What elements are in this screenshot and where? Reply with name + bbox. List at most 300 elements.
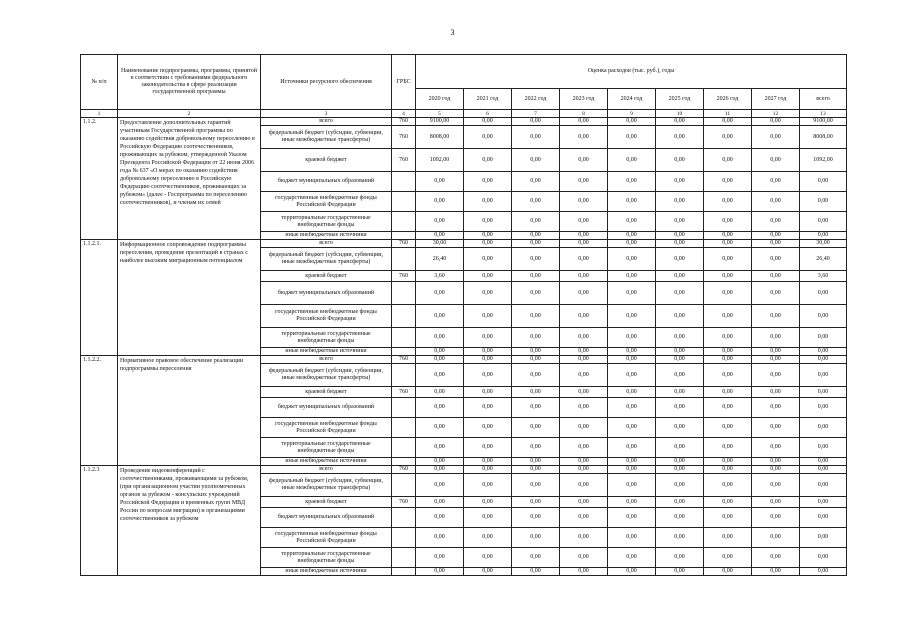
- amount-year: 0,00: [464, 466, 512, 474]
- amount-year: 0,00: [464, 172, 512, 192]
- amount-year: 0,00: [512, 474, 560, 497]
- amount-year: 0,00: [512, 271, 560, 282]
- amount-year: 0,00: [656, 458, 704, 466]
- funding-source: иные внебюджетные источники: [261, 348, 392, 356]
- amount-year: 0,00: [656, 271, 704, 282]
- grbs-code: 760: [392, 356, 416, 364]
- amount-total: 0,00: [800, 348, 847, 356]
- amount-year: 0,00: [464, 508, 512, 528]
- amount-year: 0,00: [752, 118, 800, 126]
- amount-year: 0,00: [560, 271, 608, 282]
- amount-year: 0,00: [416, 497, 464, 508]
- amount-year: 0,00: [752, 474, 800, 497]
- grbs-code: 760: [392, 118, 416, 126]
- amount-year: 0,00: [512, 172, 560, 192]
- amount-year: 0,00: [752, 356, 800, 364]
- amount-year: 0,00: [512, 497, 560, 508]
- amount-year: 0,00: [512, 248, 560, 271]
- funding-source: бюджет муниципальных образований: [261, 282, 392, 305]
- column-number: 6: [464, 110, 512, 118]
- grbs-code: 760: [392, 387, 416, 398]
- amount-year: 0,00: [560, 466, 608, 474]
- amount-year: 0,00: [752, 271, 800, 282]
- funding-source: краевой бюджет: [261, 497, 392, 508]
- header-year: 2022 год: [512, 89, 560, 110]
- amount-year: 0,00: [560, 474, 608, 497]
- amount-year: 0,00: [704, 398, 752, 418]
- column-number: 3: [261, 110, 392, 118]
- amount-total: 0,00: [800, 458, 847, 466]
- header-total: всего: [800, 89, 847, 110]
- amount-total: 30,00: [800, 240, 847, 248]
- funding-source: федеральный бюджет (субсидии, субвенции, иные межбюджетные трансферты): [261, 474, 392, 497]
- item-index: 1.1.2.1.: [81, 240, 118, 356]
- amount-total: 26,40: [800, 248, 847, 271]
- grbs-code: [392, 398, 416, 418]
- amount-year: 0,00: [416, 172, 464, 192]
- funding-source: федеральный бюджет (субсидии, субвенции, иные межбюджетные трансферты): [261, 248, 392, 271]
- amount-year: 0,00: [656, 548, 704, 568]
- amount-year: 0,00: [608, 508, 656, 528]
- amount-year: 0,00: [704, 438, 752, 458]
- amount-total: 0,00: [800, 497, 847, 508]
- amount-year: 0,00: [464, 548, 512, 568]
- table-row: [81, 356, 847, 364]
- amount-year: 0,00: [752, 248, 800, 271]
- amount-year: 0,00: [752, 466, 800, 474]
- amount-year: 0,00: [752, 328, 800, 348]
- amount-year: 0,00: [560, 126, 608, 149]
- table-body: [81, 118, 847, 576]
- funding-source: всего: [261, 466, 392, 474]
- grbs-code: [392, 364, 416, 387]
- amount-total: 0,00: [800, 387, 847, 398]
- amount-year: 0,00: [704, 458, 752, 466]
- amount-year: 0,00: [560, 438, 608, 458]
- funding-source: иные внебюджетные источники: [261, 232, 392, 240]
- amount-year: 0,00: [752, 497, 800, 508]
- amount-year: 0,00: [608, 528, 656, 548]
- amount-year: 0,00: [752, 508, 800, 528]
- grbs-code: 760: [392, 497, 416, 508]
- amount-year: 0,00: [416, 548, 464, 568]
- item-index: 1.1.2.3: [81, 466, 118, 576]
- grbs-code: [392, 548, 416, 568]
- amount-year: 0,00: [512, 118, 560, 126]
- amount-year: 0,00: [752, 528, 800, 548]
- amount-year: 0,00: [704, 282, 752, 305]
- amount-year: 0,00: [608, 497, 656, 508]
- amount-year: 0,00: [560, 364, 608, 387]
- amount-year: 0,00: [464, 398, 512, 418]
- amount-year: 0,00: [704, 418, 752, 438]
- amount-year: 0,00: [752, 149, 800, 172]
- amount-total: 1092,00: [800, 149, 847, 172]
- amount-year: 0,00: [608, 438, 656, 458]
- amount-year: 0,00: [656, 172, 704, 192]
- amount-year: 0,00: [608, 474, 656, 497]
- amount-year: 0,00: [512, 348, 560, 356]
- amount-year: 0,00: [512, 364, 560, 387]
- amount-year: 0,00: [560, 282, 608, 305]
- amount-year: 0,00: [656, 240, 704, 248]
- amount-year: 0,00: [464, 232, 512, 240]
- funding-source: всего: [261, 118, 392, 126]
- item-name: Предоставление дополнительных гарантий участникам Государственной программы по оказанию содействия добровольному переселению в Российскую Федерацию соотечественников, проживающих за рубежом, утвержденной Указом Президента Российской Федерации от 22 июня 2006 года № 637 «О мерах по оказанию содействия добровольному переселению в Российскую Федерацию соотечественников, проживающих за рубежом» (далее - Госпрограмма по переселению соотечественников), и членам их семей: [118, 118, 261, 240]
- amount-year: 0,00: [464, 126, 512, 149]
- amount-year: 0,00: [656, 466, 704, 474]
- amount-year: 0,00: [656, 305, 704, 328]
- budget-table: [80, 54, 847, 576]
- amount-year: 0,00: [608, 398, 656, 418]
- funding-source: бюджет муниципальных образований: [261, 508, 392, 528]
- amount-year: 0,00: [704, 149, 752, 172]
- amount-total: 0,00: [800, 418, 847, 438]
- amount-year: 0,00: [608, 364, 656, 387]
- amount-year: 0,00: [704, 497, 752, 508]
- amount-year: 0,00: [512, 356, 560, 364]
- grbs-code: 760: [392, 240, 416, 248]
- column-number: 1: [81, 110, 118, 118]
- amount-year: 0,00: [416, 192, 464, 212]
- grbs-code: [392, 348, 416, 356]
- amount-year: 0,00: [752, 568, 800, 576]
- amount-year: 0,00: [704, 172, 752, 192]
- amount-year: 0,00: [560, 305, 608, 328]
- amount-year: 0,00: [752, 232, 800, 240]
- amount-year: 0,00: [560, 508, 608, 528]
- amount-year: 0,00: [416, 356, 464, 364]
- amount-total: 0,00: [800, 328, 847, 348]
- amount-year: 3,60: [416, 271, 464, 282]
- funding-source: территориальные государственные внебюджетные фонды: [261, 548, 392, 568]
- amount-year: 0,00: [464, 418, 512, 438]
- amount-year: 0,00: [608, 348, 656, 356]
- amount-year: 0,00: [608, 387, 656, 398]
- amount-year: 0,00: [608, 172, 656, 192]
- amount-total: 8008,00: [800, 126, 847, 149]
- amount-year: 0,00: [512, 568, 560, 576]
- grbs-code: 760: [392, 466, 416, 474]
- header-year: 2027 год: [752, 89, 800, 110]
- amount-year: 0,00: [464, 348, 512, 356]
- amount-year: 0,00: [704, 248, 752, 271]
- amount-year: 0,00: [464, 528, 512, 548]
- amount-year: 0,00: [560, 356, 608, 364]
- amount-year: 0,00: [704, 126, 752, 149]
- amount-year: 0,00: [752, 364, 800, 387]
- amount-year: 0,00: [752, 282, 800, 305]
- amount-total: 0,00: [800, 568, 847, 576]
- amount-year: 0,00: [560, 458, 608, 466]
- amount-year: 0,00: [608, 212, 656, 232]
- grbs-code: [392, 172, 416, 192]
- table-row: [81, 466, 847, 474]
- amount-year: 0,00: [416, 364, 464, 387]
- funding-source: бюджет муниципальных образований: [261, 398, 392, 418]
- funding-source: краевой бюджет: [261, 149, 392, 172]
- amount-year: 0,00: [512, 149, 560, 172]
- amount-year: 0,00: [464, 364, 512, 387]
- column-number: 4: [392, 110, 416, 118]
- amount-year: 0,00: [416, 387, 464, 398]
- column-number: 11: [704, 110, 752, 118]
- amount-year: 0,00: [464, 271, 512, 282]
- amount-year: 0,00: [752, 126, 800, 149]
- amount-year: 0,00: [704, 356, 752, 364]
- amount-total: 0,00: [800, 466, 847, 474]
- amount-total: 0,00: [800, 232, 847, 240]
- amount-year: 0,00: [464, 356, 512, 364]
- amount-year: 0,00: [560, 118, 608, 126]
- amount-year: 0,00: [752, 458, 800, 466]
- grbs-code: [392, 192, 416, 212]
- header-source: Источники ресурсного обеспечения: [261, 55, 392, 110]
- funding-source: иные внебюджетные источники: [261, 458, 392, 466]
- funding-source: государственные внебюджетные фонды Российской Федерации: [261, 528, 392, 548]
- amount-year: 1092,00: [416, 149, 464, 172]
- item-name: Проведение видеоконференций с соотечественниками, проживающими за рубежом, (при организационном участии уполномоченных органов за рубежом - консульских учреждений Российской Федерации и временных групп МВД России по вопросам миграции) и организациями соотечественников за рубежом: [118, 466, 261, 576]
- amount-year: 0,00: [704, 466, 752, 474]
- amount-year: 0,00: [608, 458, 656, 466]
- amount-year: 0,00: [656, 528, 704, 548]
- amount-year: 0,00: [512, 548, 560, 568]
- amount-total: 0,00: [800, 398, 847, 418]
- grbs-code: [392, 232, 416, 240]
- page-number: 3: [450, 28, 455, 37]
- amount-year: 0,00: [560, 240, 608, 248]
- amount-total: 0,00: [800, 508, 847, 528]
- funding-source: всего: [261, 240, 392, 248]
- amount-year: 0,00: [656, 398, 704, 418]
- amount-year: 0,00: [512, 282, 560, 305]
- amount-total: 0,00: [800, 172, 847, 192]
- amount-year: 0,00: [752, 548, 800, 568]
- funding-source: государственные внебюджетные фонды Российской Федерации: [261, 305, 392, 328]
- amount-year: 0,00: [704, 192, 752, 212]
- amount-year: 0,00: [464, 118, 512, 126]
- amount-year: 0,00: [704, 232, 752, 240]
- amount-year: 0,00: [608, 548, 656, 568]
- amount-year: 0,00: [464, 248, 512, 271]
- funding-source: государственные внебюджетные фонды Российской Федерации: [261, 192, 392, 212]
- header-year: 2023 год: [560, 89, 608, 110]
- funding-source: краевой бюджет: [261, 387, 392, 398]
- amount-year: 0,00: [656, 568, 704, 576]
- amount-year: 0,00: [512, 387, 560, 398]
- amount-year: 0,00: [560, 248, 608, 271]
- amount-year: 0,00: [656, 192, 704, 212]
- column-number: 2: [118, 110, 261, 118]
- funding-source: всего: [261, 356, 392, 364]
- amount-year: 0,00: [656, 474, 704, 497]
- amount-year: 0,00: [608, 149, 656, 172]
- amount-year: 0,00: [704, 568, 752, 576]
- amount-year: 26,40: [416, 248, 464, 271]
- amount-year: 0,00: [560, 232, 608, 240]
- amount-year: 0,00: [416, 418, 464, 438]
- amount-year: 0,00: [464, 328, 512, 348]
- grbs-code: [392, 458, 416, 466]
- amount-year: 0,00: [560, 192, 608, 212]
- amount-year: 0,00: [608, 328, 656, 348]
- amount-year: 0,00: [608, 240, 656, 248]
- amount-year: 0,00: [512, 508, 560, 528]
- amount-year: 0,00: [704, 212, 752, 232]
- amount-year: 0,00: [464, 474, 512, 497]
- column-number: 8: [560, 110, 608, 118]
- amount-year: 0,00: [560, 528, 608, 548]
- funding-source: территориальные государственные внебюджетные фонды: [261, 438, 392, 458]
- amount-year: 0,00: [752, 418, 800, 438]
- funding-source: федеральный бюджет (субсидии, субвенции, иные межбюджетные трансферты): [261, 126, 392, 149]
- item-index: 1.1.2.: [81, 118, 118, 240]
- grbs-code: [392, 568, 416, 576]
- amount-year: 0,00: [656, 348, 704, 356]
- amount-year: 0,00: [416, 474, 464, 497]
- amount-year: 0,00: [512, 398, 560, 418]
- amount-year: 0,00: [608, 568, 656, 576]
- amount-year: 0,00: [560, 328, 608, 348]
- header-grbs: ГРБС: [392, 55, 416, 110]
- amount-year: 0,00: [752, 438, 800, 458]
- budget-table-container: [80, 54, 845, 576]
- amount-year: 0,00: [608, 118, 656, 126]
- amount-year: 0,00: [656, 497, 704, 508]
- item-index: 1.1.2.2.: [81, 356, 118, 466]
- amount-year: 0,00: [560, 418, 608, 438]
- amount-year: 0,00: [512, 240, 560, 248]
- table-row: [81, 240, 847, 248]
- grbs-code: [392, 328, 416, 348]
- amount-year: 0,00: [464, 149, 512, 172]
- grbs-code: [392, 474, 416, 497]
- amount-year: 0,00: [704, 305, 752, 328]
- amount-year: 0,00: [560, 172, 608, 192]
- grbs-code: 760: [392, 271, 416, 282]
- amount-year: 0,00: [656, 232, 704, 240]
- amount-year: 0,00: [752, 192, 800, 212]
- amount-year: 0,00: [416, 568, 464, 576]
- amount-year: 0,00: [512, 126, 560, 149]
- amount-year: 0,00: [608, 126, 656, 149]
- funding-source: государственные внебюджетные фонды Российской Федерации: [261, 418, 392, 438]
- amount-total: 0,00: [800, 528, 847, 548]
- grbs-code: [392, 508, 416, 528]
- funding-source: иные внебюджетные источники: [261, 568, 392, 576]
- amount-year: 0,00: [464, 568, 512, 576]
- amount-year: 30,00: [416, 240, 464, 248]
- amount-year: 0,00: [656, 418, 704, 438]
- amount-year: 0,00: [704, 364, 752, 387]
- amount-year: 0,00: [656, 212, 704, 232]
- amount-year: 0,00: [464, 282, 512, 305]
- amount-year: 0,00: [512, 466, 560, 474]
- amount-year: 0,00: [752, 387, 800, 398]
- amount-year: 0,00: [704, 548, 752, 568]
- amount-total: 0,00: [800, 356, 847, 364]
- amount-year: 0,00: [464, 497, 512, 508]
- header-year: 2026 год: [704, 89, 752, 110]
- amount-year: 0,00: [656, 149, 704, 172]
- grbs-code: 760: [392, 126, 416, 149]
- grbs-code: [392, 438, 416, 458]
- amount-year: 0,00: [560, 387, 608, 398]
- amount-total: 0,00: [800, 192, 847, 212]
- amount-year: 0,00: [752, 240, 800, 248]
- amount-year: 0,00: [512, 305, 560, 328]
- amount-year: 0,00: [416, 528, 464, 548]
- amount-year: 0,00: [704, 118, 752, 126]
- amount-year: 0,00: [752, 305, 800, 328]
- column-number: 5: [416, 110, 464, 118]
- amount-year: 0,00: [752, 398, 800, 418]
- amount-year: 0,00: [704, 271, 752, 282]
- header-year: 2025 год: [656, 89, 704, 110]
- amount-year: 0,00: [512, 438, 560, 458]
- amount-year: 0,00: [704, 474, 752, 497]
- amount-year: 0,00: [608, 356, 656, 364]
- amount-total: 0,00: [800, 438, 847, 458]
- amount-year: 0,00: [608, 466, 656, 474]
- amount-year: 0,00: [752, 212, 800, 232]
- amount-year: 0,00: [512, 418, 560, 438]
- amount-year: 0,00: [560, 348, 608, 356]
- amount-year: 0,00: [656, 508, 704, 528]
- amount-total: 0,00: [800, 548, 847, 568]
- funding-source: федеральный бюджет (субсидии, субвенции, иные межбюджетные трансферты): [261, 364, 392, 387]
- amount-year: 0,00: [464, 438, 512, 458]
- amount-year: 0,00: [704, 528, 752, 548]
- amount-year: 0,00: [560, 497, 608, 508]
- amount-year: 0,00: [416, 328, 464, 348]
- amount-year: 0,00: [512, 458, 560, 466]
- funding-source: бюджет муниципальных образований: [261, 172, 392, 192]
- amount-year: 0,00: [416, 466, 464, 474]
- amount-year: 0,00: [608, 232, 656, 240]
- amount-year: 0,00: [512, 328, 560, 348]
- table-header: [81, 55, 847, 118]
- amount-total: 3,60: [800, 271, 847, 282]
- grbs-code: 760: [392, 149, 416, 172]
- amount-year: 0,00: [560, 398, 608, 418]
- amount-year: 0,00: [416, 282, 464, 305]
- amount-year: 0,00: [416, 212, 464, 232]
- amount-year: 8008,00: [416, 126, 464, 149]
- amount-year: 0,00: [656, 248, 704, 271]
- amount-year: 0,00: [704, 387, 752, 398]
- column-number: 12: [752, 110, 800, 118]
- amount-year: 0,00: [608, 192, 656, 212]
- funding-source: территориальные государственные внебюджетные фонды: [261, 212, 392, 232]
- grbs-code: [392, 282, 416, 305]
- amount-year: 0,00: [416, 508, 464, 528]
- amount-year: 0,00: [560, 548, 608, 568]
- amount-total: 0,00: [800, 305, 847, 328]
- amount-year: 0,00: [464, 458, 512, 466]
- amount-year: 0,00: [512, 192, 560, 212]
- amount-year: 0,00: [416, 398, 464, 418]
- amount-year: 0,00: [416, 232, 464, 240]
- amount-year: 0,00: [656, 364, 704, 387]
- amount-year: 0,00: [560, 212, 608, 232]
- header-index: № п/п: [81, 55, 118, 110]
- amount-year: 0,00: [608, 418, 656, 438]
- amount-year: 0,00: [464, 240, 512, 248]
- amount-year: 0,00: [752, 348, 800, 356]
- grbs-code: [392, 305, 416, 328]
- amount-year: 0,00: [512, 212, 560, 232]
